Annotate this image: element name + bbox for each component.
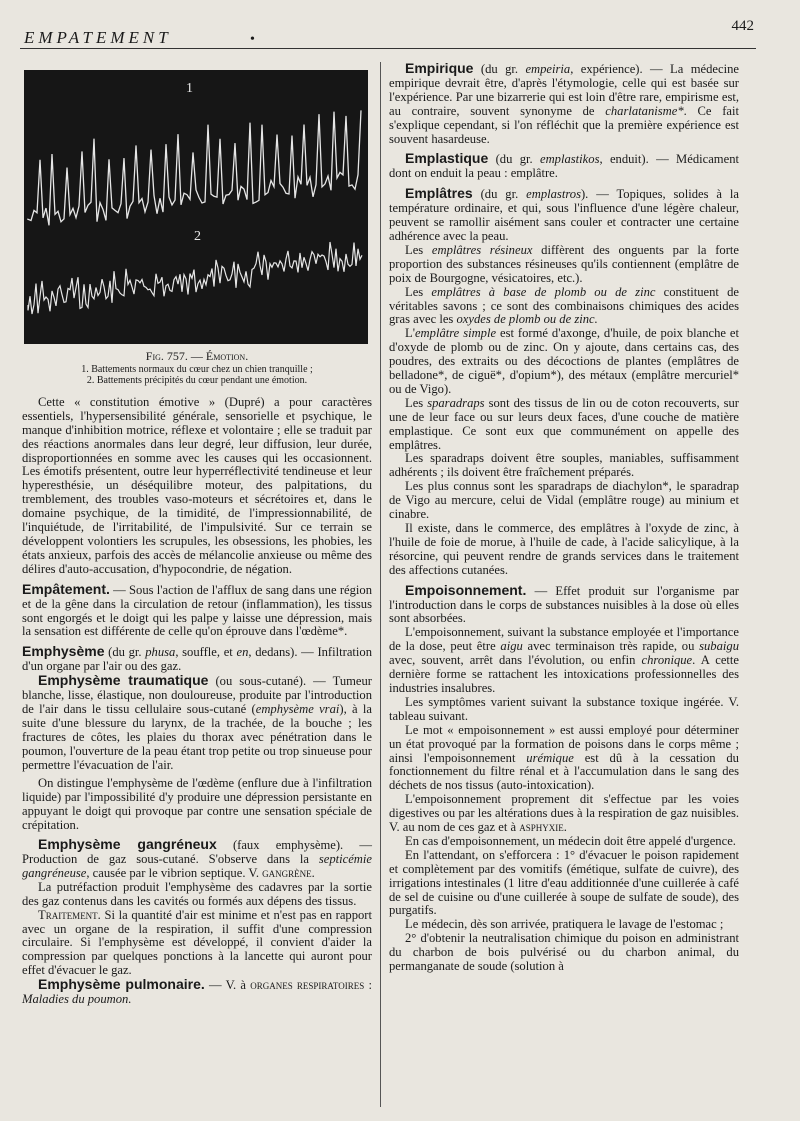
text: (du gr. (473, 62, 526, 76)
text: est formé d'axonge, d'huile, de poix blanche et d'oxyde de plomb ou de zinc. On y ajoute, dans certains cas, des poudres, des extraits ou des décoctions de plantes (emplâtres de belladone*, de ciguë*, d'opium*), des métaux (emplâtre mercuriel* ou de Vigo). (389, 326, 740, 396)
text: . (311, 865, 315, 880)
text: (faux emphysème). — Production de gaz sous-cutané. S'observe dans la (22, 838, 372, 866)
entry-emphyseme-traumatique (22, 674, 372, 772)
paragraph-commerce: Il existe, dans le commerce, des emplâtres à l'oxyde de zinc, à l'huile de foie de morue, à l'huile de cade, à l'acide salicylique, à la résorcine, qui peuvent rendre de grands services dans le traitement des affections cutanées. (389, 521, 739, 577)
text: ), à la suite d'une blessure du larynx, de la trachée, de la bouche ; les fractures de côtes, les plaies du thorax avec pénétration dans le poumon, l'ouverture de la peau étant trop petite ou trop sinueuse pour permettre l'évacuation de l'air. (22, 701, 372, 772)
trace-label-1: 1 (186, 81, 193, 96)
headword-emphyseme-pulmonaire: Emphysème pulmonaire. (38, 976, 205, 993)
cross-reference: gangrène (262, 865, 312, 880)
text: : (364, 978, 372, 993)
trace-label-2: 2 (194, 229, 201, 244)
paragraph-en-attendant: En l'attendant, on s'efforcera : 1° d'évacuer le poison rapidement et complètement par des vomitifs (émétique, sulfate de cuivre), des irrigations intestinales (1 litre d'eau additionnée d'une cuillerée à café de sel de cuisine ou d'une cuillerée à soupe de sulfate de soude), des purgatifs. (389, 847, 739, 918)
headword-emplastique: Emplastique (405, 150, 489, 167)
greek-word: en (236, 645, 249, 660)
entry-emphyseme-pulmonaire (22, 978, 372, 1007)
paragraph-symptomes: Les symptômes varient suivant la substance toxique ingérée. V. tableau suivant. (389, 694, 739, 723)
paragraph-oedeme: On distingue l'emphysème de l'œdème (enflure due à l'infiltration liquide) par l'impossibilité d'y produire une dépression persistante en appuyant le doigt qui provoque par contre une sensation spéciale de crépitation. (22, 776, 372, 833)
entry-empirique (389, 62, 739, 146)
italic-term: emplâtres à base de plomb ou de zinc (431, 284, 656, 299)
paragraph-emplatre-simple (389, 327, 739, 397)
paragraph-traitement (22, 909, 372, 979)
entry-emplastique (389, 152, 739, 181)
greek-word: emplastikos (540, 152, 600, 167)
text: . Ce fait s'explique cependant, si l'on réfléchit que la première expérience est souvent hasardeuse. (389, 103, 739, 146)
headword-empatement: Empâtement. (22, 580, 110, 597)
paragraph-sparadraps (389, 397, 739, 453)
text: , expérience). — La médecine empirique devrait être, d'après l'étymologie, celle qui est basée sur l'expérience. Par une bizarrerie qui est loin d'être rare, empirisme est, au contraire, souvent synonyme de (389, 62, 739, 118)
label-traitement: Traitement. (38, 907, 101, 922)
running-head: EMPATEMENT (24, 28, 172, 47)
italic-term: urémique (526, 750, 574, 765)
page-number: 442 (731, 18, 754, 34)
headword-emphyseme-traumatique: Emphysème traumatique (38, 672, 209, 689)
text: L'empoisonnement proprement dit s'effectue par les voies digestives ou par les altérations dues à la respiration de gaz nuisibles. V. au nom de ces gaz et à (389, 792, 739, 835)
paragraph-emplatres-resineux (389, 244, 739, 286)
trace-normal-heartbeat (28, 110, 361, 225)
italic-term: chronique (641, 653, 693, 668)
text: ). — Topiques, solides à la température ordinaire, et qui, sous l'influence d'une légère chaleur, peuvent se ramollir aisément sans couler et contracter une certaine adhérence avec la peau. (389, 187, 739, 243)
column-divider (380, 62, 381, 1107)
trace-rapid-heartbeat (28, 242, 362, 314)
italic-term: emplâtres résineux (431, 242, 533, 257)
page-header (20, 14, 756, 49)
text: (du gr. (488, 152, 540, 167)
paragraph-cas-urgence: En cas d'empoisonnement, un médecin doit être appelé d'urgence. (405, 833, 736, 848)
text: (du gr. (472, 187, 527, 202)
paragraph-medecin: Le médecin, dès son arrivée, pratiquera le lavage de l'estomac ; (405, 917, 724, 932)
text: (du gr. (104, 645, 146, 660)
text: L'empoisonnement, suivant la substance employée et l'importance de la dose, peut être (389, 625, 739, 654)
italic-term: emphysème vrai (255, 701, 340, 716)
text: avec, souvent, arrêt dans l'évolution, ou enfin (389, 653, 642, 668)
paragraph-emplatres-plomb (389, 286, 739, 328)
figure-caption (22, 350, 372, 386)
paragraph-constitution-emotive: Cette « constitution émotive » (Dupré) a pour caractères essentiels, l'hypersensibilité générale, sensorielle et psychique, le manque d'inhibition motrice, réflexe et volontaire ; elle se traduit par des réactions anormales dans leur degré, leur diffusion, leur durée, disproportionnées en somme avec les causes qui les occasionnent. Les émotifs présentent, outre leur hyperréflectivité tendineuse et leur hyperesthésie, un déséquilibre moteur, des palpitations, du tremblement, des troubles vaso-moteurs et sécrétoires et, dans le domaine psychique, de la timidité, de l'impressionnabilité, de l'inquiétude, de l'irritabilité, de l'impulsivité. Sur ce terrain se développent volontiers les scrupules, les obsessions, les phobies, les états anxieux, parfois des accès de mélancolie anxieuse ou même des délires d'auto-accusation, d'hypocondrie, de négation. (22, 394, 372, 576)
text: avec terminaison très rapide, ou (522, 639, 700, 654)
italic-term: Maladies du poumon. (22, 992, 132, 1007)
italic-term: subaigu (699, 639, 739, 654)
cross-reference: asphyxie (519, 820, 564, 835)
entry-emphyseme (22, 645, 372, 674)
text: Si la quantité d'air est minime et n'est pas en rapport avec un organe de la respiration, il suffit d'une compression circulaire. Si l'emphysème est développé, il convient d'aider la compression par quelques ponctions à la lancette qui auront pour effet d'évacuer le gaz. (22, 907, 372, 978)
text: est dû à la cessation du fonctionnement du filtre rénal et à l'accumulation dans le sang des déchets de nos tissus (auto-intoxication). (389, 750, 739, 793)
entry-empoisonnement (389, 581, 739, 627)
cross-reference: organes respiratoires (250, 978, 365, 993)
italic-term: aigu (500, 639, 523, 654)
entry-emplatres (389, 187, 739, 244)
caption-line-2: 2. Battements précipités du cœur pendant une émotion. (86, 374, 308, 386)
headword-emphyseme-gangreneux: Emphysème gangréneux (38, 836, 217, 853)
text: Les (405, 242, 432, 257)
header-dot: • (250, 32, 255, 47)
headword-empirique: Empirique (405, 60, 474, 76)
text: (ou sous-cutané). — Tumeur blanche, lisse, élastique, non douloureuse, produite par l'introduction de l'air dans le tissu cellulaire sous-cutané ( (22, 674, 372, 716)
paragraph-neutralisation: 2° d'obtenir la neutralisation chimique du poison en administrant du charbon de bois pulvérisé ou du charbon animal, du permanganate de soude (solution à (389, 931, 739, 974)
text: , enduit). — Médicament dont on enduit la peau : emplâtre. (389, 152, 739, 181)
text: — Effet produit sur l'organisme par l'introduction dans le corps de substances nuisibles à la dose où elles sont absorbées. (389, 583, 739, 626)
italic-term: oxydes de plomb ou de zinc. (456, 312, 598, 327)
text: Les (405, 395, 428, 410)
greek-word: emplastros (526, 187, 581, 202)
text: constituent de véritables savons ; ce sont des combinaisons chimiques des acides gras avec les (389, 284, 740, 327)
italic-term: emplâtre simple (414, 326, 497, 341)
greek-word: empeiria (525, 62, 571, 76)
text: , causée par le vibrion septique. V. (86, 865, 263, 880)
text: . A cette dernière forme se rattachent les intoxications professionnelles des industries insalubres. (389, 653, 740, 695)
text: Les (405, 284, 432, 299)
entry-emphyseme-gangreneux (22, 838, 372, 881)
headword-emphyseme: Emphysème (22, 643, 105, 660)
text: . (563, 820, 567, 835)
text: L' (405, 326, 415, 341)
italic-term: sparadraps (427, 395, 485, 410)
text: Le mot « empoisonnement » est aussi employé pour déterminer un état provoqué par la formation de poisons dans le corps même ; ainsi l'empoisonnement (389, 722, 739, 765)
italic-term: septicémie gangréneuse (22, 852, 372, 880)
paragraph-sparadraps-connus: Les plus connus sont les sparadraps de diachylon*, le sparadrap de Vigo au mercure, celui de Vidal (emplâtre rouge) au minium et cinabre. (389, 479, 739, 522)
text: , souffle, et (175, 645, 237, 660)
paragraph-putrefaction: La putréfaction produit l'emphysème des cadavres par la sortie des gaz contenus dans les cavités ou formés aux dépens des tissus. (22, 879, 372, 908)
left-column (22, 62, 372, 1007)
heartbeat-traces (24, 70, 368, 344)
italic-term: charlatanisme* (605, 103, 684, 118)
text: , dedans). — Infiltration d'un organe par l'air ou des gaz. (22, 645, 373, 674)
paragraph-sparadraps-souples: Les sparadraps doivent être souples, maniables, suffisamment adhérents ; ils doivent être fraîchement préparés. (389, 451, 739, 480)
paragraph-aigu (389, 626, 739, 696)
text: sont des tissus de lin ou de coton recouverts, sur une de leur face ou sur leurs deux faces, d'une couche de matière emplastique. Ce sont eux que communément on appelle des emplâtres. (389, 395, 739, 452)
figure-emotion-heartbeat (24, 70, 368, 344)
greek-word: phusa (145, 645, 176, 660)
headword-emplatres: Emplâtres (405, 185, 473, 202)
paragraph-mot-empoisonnement (389, 724, 739, 794)
text: — V. à (204, 978, 251, 993)
caption-line-1: 1. Battements normaux du cœur chez un chien tranquille ; (81, 363, 313, 375)
figure-title: Fig. 757. — Émotion. (145, 349, 249, 363)
headword-empoisonnement: Empoisonnement. (405, 581, 527, 598)
text: diffèrent des onguents par la forte proportion des substances résineuses qu'ils contiennent (emplâtre de poix de Bourgogne, vésicatoires, etc.). (389, 242, 739, 285)
entry-empatement (22, 580, 372, 640)
right-column (389, 62, 739, 974)
definition-empatement: — Sous l'action de l'afflux de sang dans une région et de la gêne dans la circulation de retour (inflammation), les tissus sont engorgés et le doigt qui les palpe y laisse une dépression, mais la sensation est différente de celle qu'on éprouve dans l'œdème*. (22, 582, 372, 639)
paragraph-voies (389, 793, 739, 835)
